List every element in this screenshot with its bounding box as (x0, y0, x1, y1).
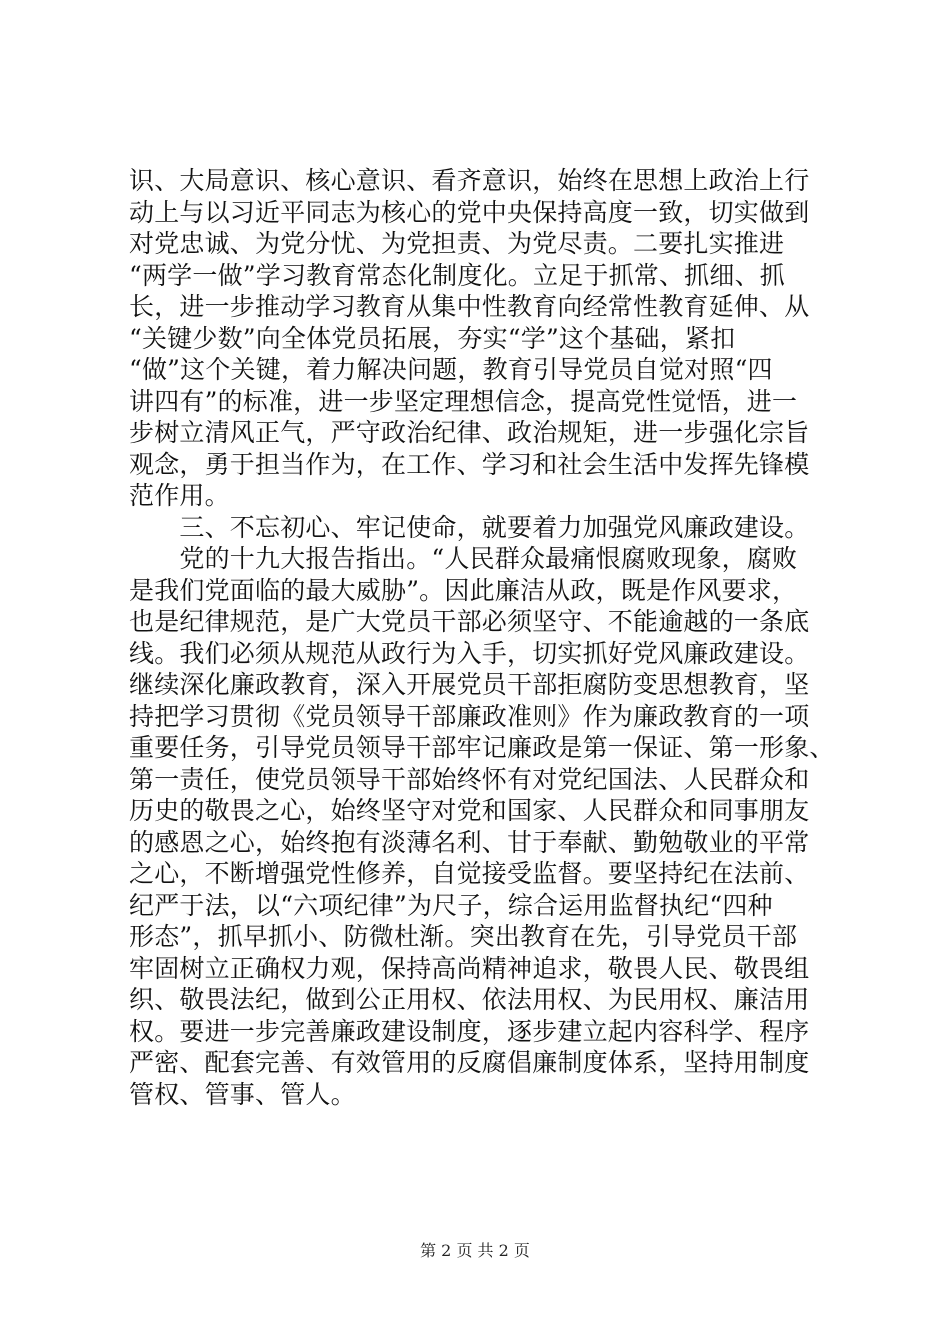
text-line: 之心，不断增强党性修养，自觉接受监督。要坚持纪在法前、 (129, 859, 810, 888)
text-line: 严密、配套完善、有效管用的反腐倡廉制度体系，坚持用制度 (129, 1048, 810, 1077)
text-line: 是我们党面临的最大威胁”。因此廉洁从政，既是作风要求， (129, 575, 798, 605)
text-line: 继续深化廉政教育，深入开展党员干部拒腐防变思想教育，坚 (129, 670, 810, 699)
text-line: “关键少数”向全体党员拓展，夯实“学”这个基础，紧扣 (129, 323, 736, 353)
text-line: “两学一做”学习教育常态化制度化。立足于抓常、抓细、抓 (129, 260, 785, 290)
text-line: 织、敬畏法纪，做到公正用权、依法用权、为民用权、廉洁用 (129, 985, 810, 1014)
text-line: 范作用。 (129, 481, 230, 510)
text-line: 权。要进一步完善廉政建设制度，逐步建立起内容科学、程序 (129, 1016, 810, 1046)
text-line: 长，进一步推动学习教育从集中性教育向经常性教育延伸、从 (129, 292, 810, 321)
text-line: 也是纪律规范，是广大党员干部必须坚守、不能逾越的一条底 (129, 607, 810, 636)
text-line: 党的十九大报告指出。“人民群众最痛恨腐败现象，腐败 (129, 544, 798, 573)
section-heading: 三、不忘初心、牢记使命，就要着力加强党风廉政建设。 (129, 512, 810, 542)
text-line: 步树立清风正气，严守政治纪律、政治规矩，进一步强化宗旨 (129, 418, 810, 447)
text-line: 历史的敬畏之心，始终坚守对党和国家、人民群众和同事朋友 (129, 796, 810, 825)
text-line: 讲四有”的标准，进一步坚定理想信念，提高党性觉悟，进一 (129, 386, 798, 416)
text-line: 的感恩之心，始终抱有淡薄名利、甘于奉献、勤勉敬业的平常 (129, 827, 810, 857)
body-text (129, 165, 835, 1110)
text-line: 观念，勇于担当作为，在工作、学习和社会生活中发挥先锋模 (129, 449, 810, 479)
text-line: 纪严于法，以“六项纪律”为尺子，综合运用监督执纪“四种 (129, 890, 773, 920)
text-line: 持把学习贯彻《党员领导干部廉政准则》作为廉政教育的一项 (129, 701, 810, 731)
text-line: 重要任务，引导党员领导干部牢记廉政是第一保证、第一形象、 (129, 733, 835, 762)
text-line: “做”这个关键，着力解决问题，教育引导党员自觉对照“四 (129, 355, 773, 384)
text-line: 动上与以习近平同志为核心的党中央保持高度一致，切实做到 (129, 197, 810, 227)
text-line: 识、大局意识、核心意识、看齐意识，始终在思想上政治上行 (129, 166, 810, 195)
page-number-footer: 第 2 页 共 2 页 (420, 1241, 530, 1260)
text-line: 线。我们必须从规范从政行为入手，切实抓好党风廉政建设。 (129, 638, 810, 668)
text-line: 形态”，抓早抓小、防微杜渐。突出教育在先，引导党员干部 (129, 922, 798, 951)
text-line: 管权、管事、管人。 (129, 1079, 356, 1109)
text-line: 牢固树立正确权力观，保持高尚精神追求，敬畏人民、敬畏组 (129, 953, 810, 983)
text-line: 第一责任，使党员领导干部始终怀有对党纪国法、人民群众和 (129, 764, 810, 794)
text-line: 对党忠诚、为党分忧、为党担责、为党尽责。二要扎实推进 (129, 229, 785, 258)
